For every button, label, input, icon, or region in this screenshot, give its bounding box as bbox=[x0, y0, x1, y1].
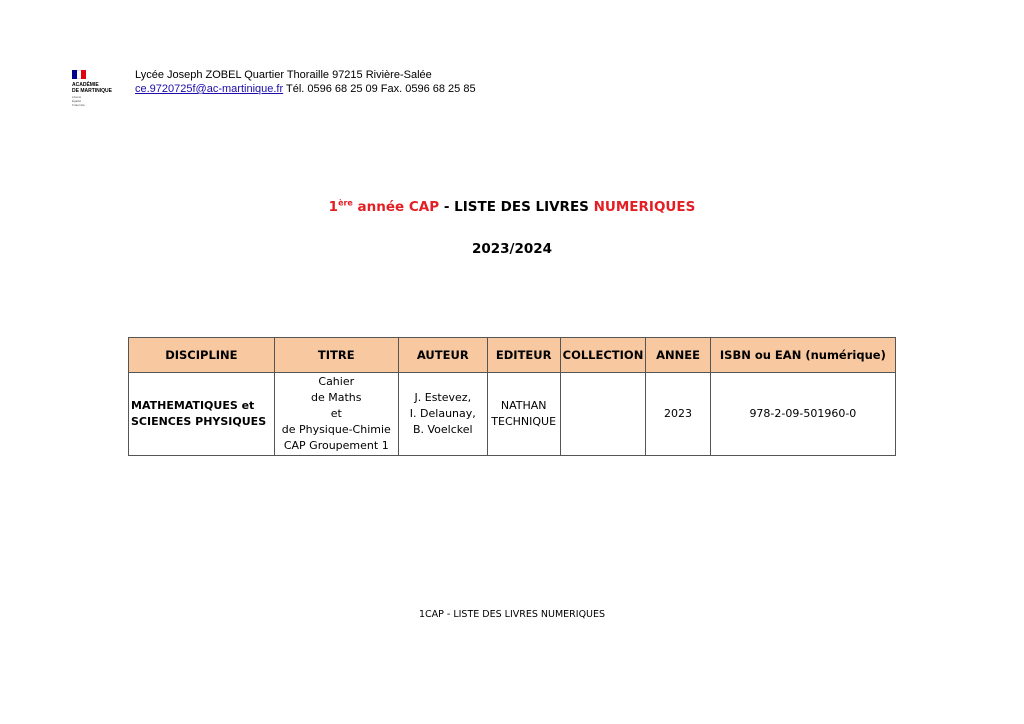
header-editeur: EDITEUR bbox=[487, 338, 560, 373]
academie-logo bbox=[72, 70, 124, 118]
header-isbn: ISBN ou EAN (numérique) bbox=[710, 338, 895, 373]
title-level: 1ère année CAP bbox=[328, 198, 440, 215]
school-header bbox=[135, 68, 476, 96]
cell-auteur: J. Estevez, I. Delaunay, B. Voelckel bbox=[398, 373, 487, 456]
email-link[interactable]: ce.9720725f@ac-martinique.fr bbox=[135, 83, 284, 95]
phone-fax: Tél. 0596 68 25 09 Fax. 0596 68 25 85 bbox=[283, 83, 476, 95]
title-main: - LISTE DES LIVRES bbox=[439, 199, 594, 215]
page-title bbox=[0, 199, 1024, 215]
cell-discipline: MATHEMATIQUES et SCIENCES PHYSIQUES bbox=[129, 373, 275, 456]
cell-collection bbox=[560, 373, 646, 456]
cell-titre: Cahier de Maths et de Physique-Chimie CAP Groupement 1 bbox=[274, 373, 398, 456]
cell-annee: 2023 bbox=[646, 373, 710, 456]
school-address: Lycée Joseph ZOBEL Quartier Thoraille 97215 Rivière-Salée bbox=[135, 69, 432, 81]
cell-isbn: 978-2-09-501960-0 bbox=[710, 373, 895, 456]
logo-text: ACADÉMIE DE MARTINIQUE bbox=[72, 82, 112, 94]
table-row bbox=[129, 373, 896, 456]
header-discipline: DISCIPLINE bbox=[129, 338, 275, 373]
header-auteur: AUTEUR bbox=[398, 338, 487, 373]
title-highlight: NUMERIQUES bbox=[593, 199, 696, 215]
table-header-row bbox=[129, 338, 896, 373]
cell-editeur: NATHAN TECHNIQUE bbox=[487, 373, 560, 456]
contact-line bbox=[135, 82, 476, 96]
school-year: 2023/2024 bbox=[471, 241, 553, 257]
page-footer: 1CAP - LISTE DES LIVRES NUMERIQUES bbox=[418, 609, 606, 620]
header-annee: ANNEE bbox=[646, 338, 710, 373]
header-titre: TITRE bbox=[274, 338, 398, 373]
logo-motto: Liberté Égalité Fraternité bbox=[72, 95, 85, 107]
book-list-table bbox=[128, 337, 896, 456]
header-collection: COLLECTION bbox=[560, 338, 646, 373]
flag-icon bbox=[72, 70, 86, 79]
